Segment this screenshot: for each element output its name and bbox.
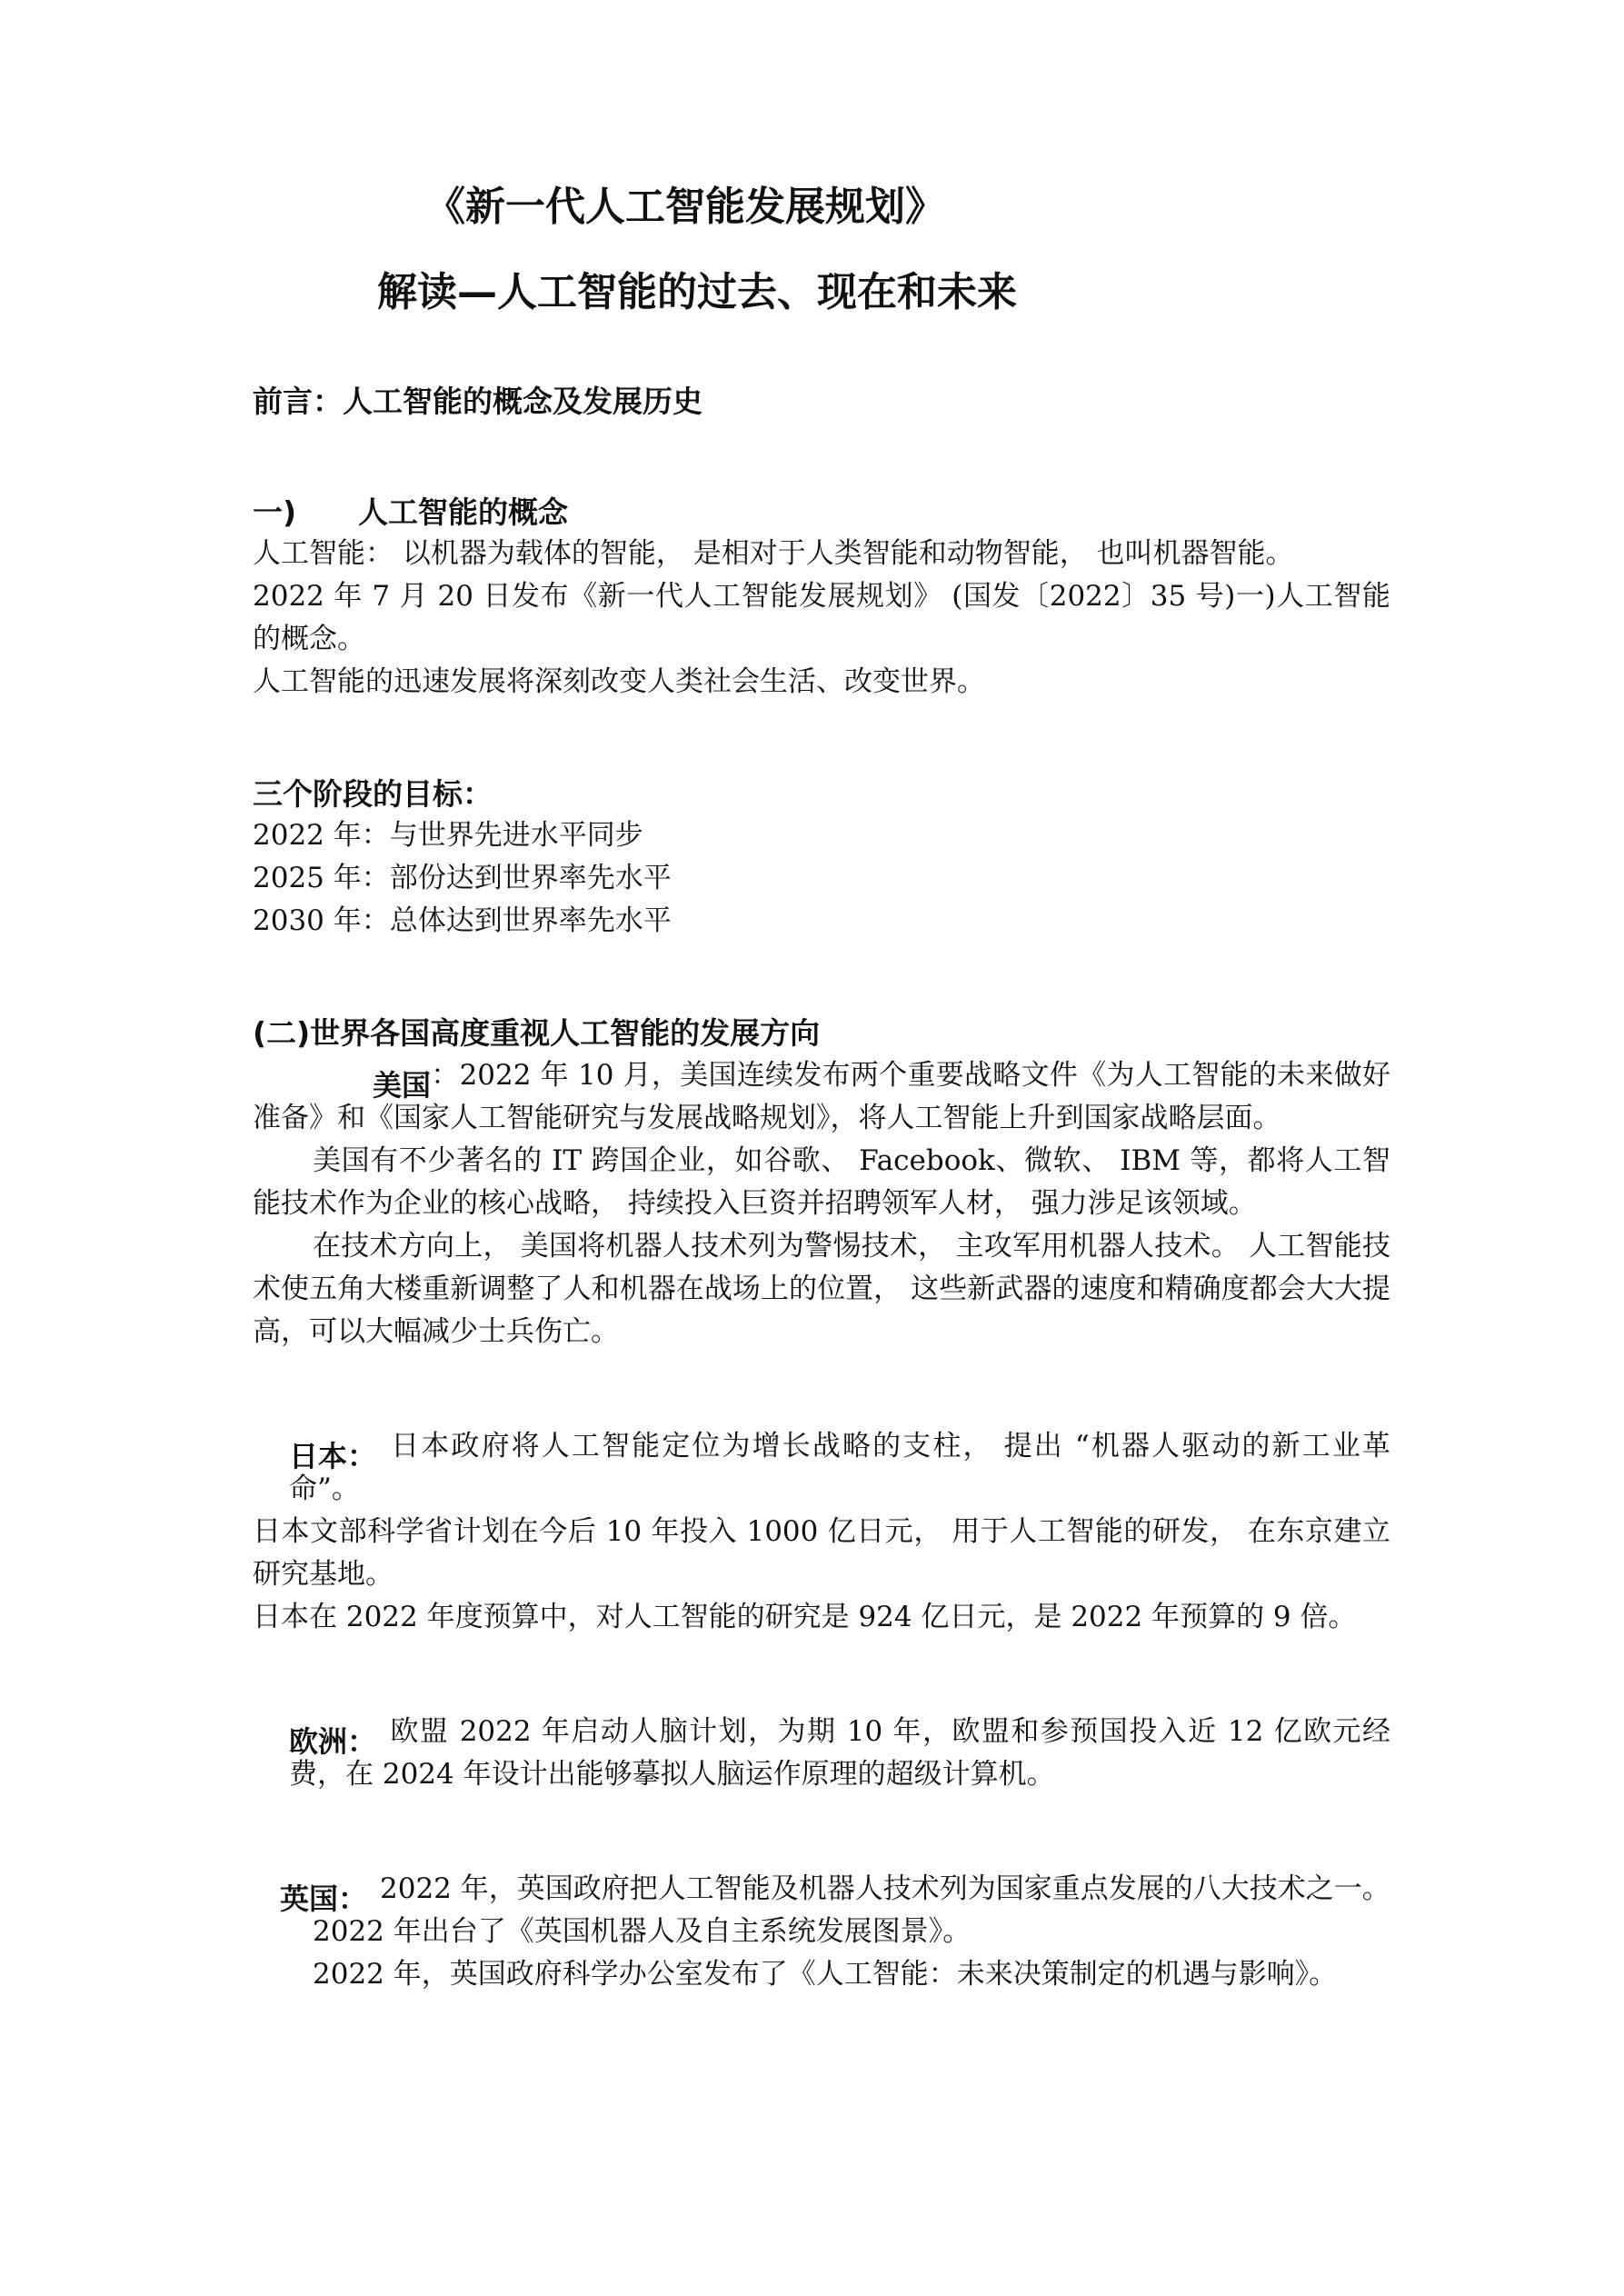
europe-text: 欧盟 2022 年启动人脑计划，为期 10 年，欧盟和参预国投入近 12 亿欧元经费，在 2024 年设计出能够摹拟人脑运作原理的超级计算机。 [289, 1715, 1390, 1791]
document-title-line2: 解读—人工智能的过去、现在和未来 [377, 269, 1017, 315]
section1-title: 人工智能的概念 [358, 494, 568, 530]
preface-heading: 前言：人工智能的概念及发展历史 [253, 384, 702, 419]
document-body [253, 382, 1390, 1996]
section1-heading [253, 493, 1390, 533]
section1-paragraph-definition: 人工智能： 以机器为载体的智能， 是相对于人类智能和动物智能， 也叫机器智能。 [253, 537, 1294, 570]
japan-strategy-text: 日本政府将人工智能定位为增长战略的支柱， 提出 “机器人驱动的新工业革命”。 [289, 1430, 1390, 1505]
europe-paragraph [253, 1710, 1390, 1796]
section2-heading: (二)世界各国高度重视人工智能的发展方向 [253, 1015, 821, 1051]
uk-paragraph-strategy [253, 1867, 1390, 1916]
japan-label: 日本： [289, 1439, 377, 1473]
goal-item: 2022 年：与世界先进水平同步 [253, 819, 643, 852]
japan-paragraph-investment: 日本文部科学省计划在今后 10 年投入 1000 亿日元， 用于人工智能的研发， 在东京建立研究基地。 [253, 1515, 1390, 1591]
uk-paragraph-roadmap: 2022 年出台了《英国机器人及自主系统发展图景》。 [313, 1915, 971, 1948]
usa-paragraph-military: 在技术方向上， 美国将机器人技术列为警惕技术， 主攻军用机器人技术。 人工智能技术使五角大楼重新调整了人和机器在战场上的位置， 这些新武器的速度和精确度都会大大提高，可以大幅减少士兵伤亡。 [253, 1230, 1390, 1348]
uk-label: 英国： [280, 1882, 368, 1916]
goal-item: 2025 年：部份达到世界率先水平 [253, 862, 672, 894]
japan-paragraph-budget: 日本在 2022 年度预算中，对人工智能的研究是 924 亿日元，是 2022 年预算的 9 倍。 [253, 1601, 1357, 1633]
usa-label: 美国 [373, 1068, 432, 1103]
usa-strategy-text: ：2022 年 10 月，美国连续发布两个重要战略文件《为人工智能的未来做好准备》和《国家人工智能研究与发展战略规划》，将人工智能上升到国家战略层面。 [253, 1059, 1390, 1134]
japan-paragraph-strategy [253, 1424, 1390, 1511]
goals-heading: 三个阶段的目标： [253, 776, 493, 812]
usa-paragraph-companies: 美国有不少著名的 IT 跨国企业，如谷歌、 Facebook、微软、 IBM 等，都将人工智能技术作为企业的核心战略， 持续投入巨资并招聘领军人材， 强力涉足该领域。 [253, 1144, 1390, 1220]
section1-paragraph-plan: 2022 年 7 月 20 日发布《新一代人工智能发展规划》 (国发〔2022〕35 号)一)人工智能的概念。 [253, 580, 1390, 655]
europe-label: 欧洲： [289, 1724, 377, 1759]
goal-item: 2030 年：总体达到世界率先水平 [253, 904, 672, 937]
usa-paragraph-strategy [253, 1053, 1390, 1140]
section1-number: 一) [253, 494, 297, 530]
uk-paragraph-report: 2022 年，英国政府科学办公室发布了《人工智能：未来决策制定的机遇与影响》。 [313, 1958, 1338, 1991]
uk-strategy-text: 2022 年，英国政府把人工智能及机器人技术列为国家重点发展的八大技术之一。 [380, 1872, 1390, 1905]
section1-paragraph-impact: 人工智能的迅速发展将深刻改变人类社会生活、改变世界。 [253, 665, 985, 698]
document-title-line1: 《新一代人工智能发展规划》 [425, 184, 945, 230]
